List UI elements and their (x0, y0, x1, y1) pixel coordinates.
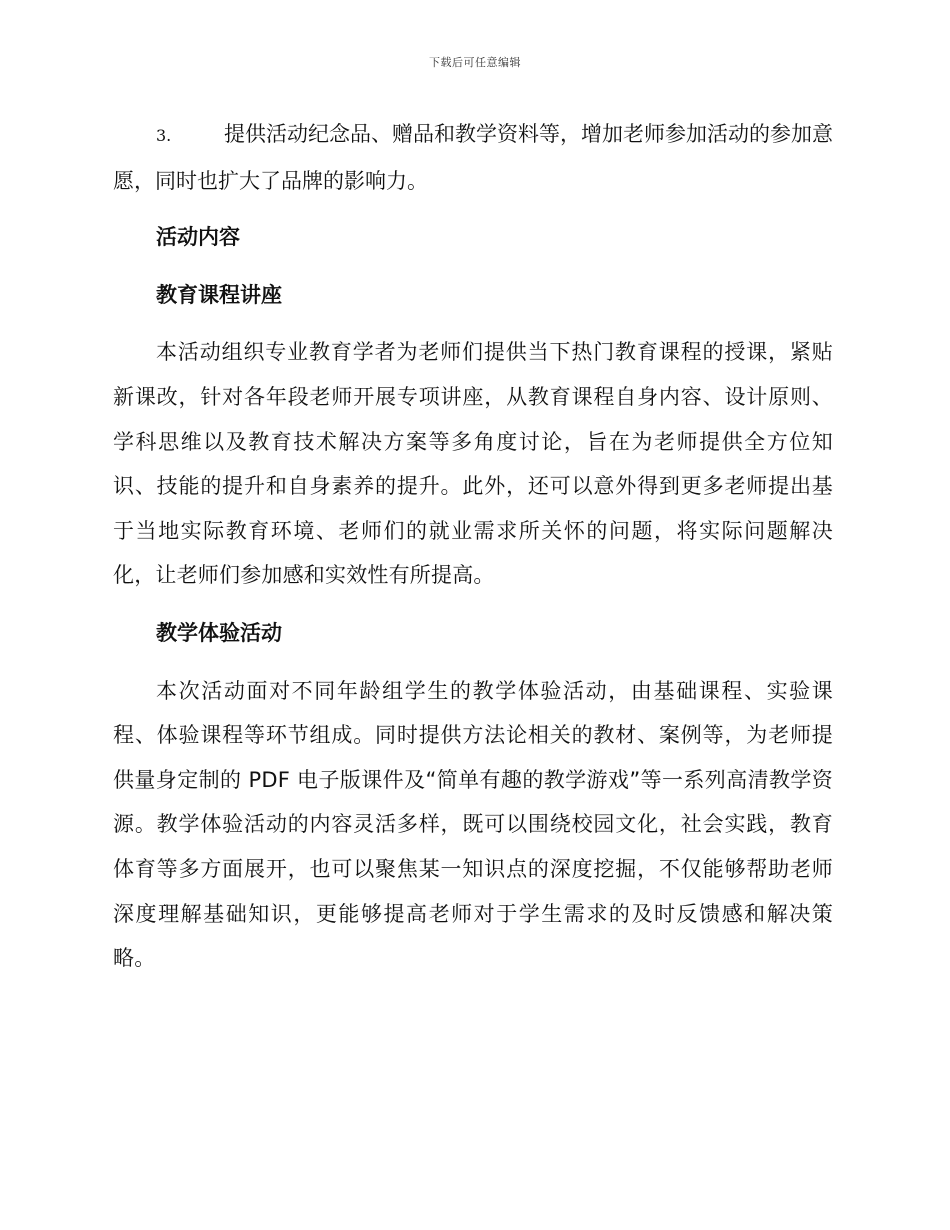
page-header: 下载后可任意编辑 (429, 56, 521, 69)
section-heading-lecture: 教育课程讲座 (156, 282, 282, 307)
list-item-3 (113, 112, 833, 203)
section-heading-experience: 教学体验活动 (156, 620, 282, 645)
list-item-text: 提供活动纪念品、赠品和教学资料等，增加老师参加活动的参加意愿，同时也扩大了品牌的影响力。 (113, 122, 833, 193)
lecture-paragraph: 本活动组织专业教育学者为老师们提供当下热门教育课程的授课，紧贴新课改，针对各年段老师开展专项讲座，从教育课程自身内容、设计原则、学科思维以及教育技术解决方案等多角度讨论，旨在为老师提供全方位知识、技能的提升和自身素养的提升。此外，还可以意外得到更多老师提出基于当地实际教育环境、老师们的就业需求所关怀的问题，将实际问题解决化，让老师们参加感和实效性有所提高。 (113, 340, 833, 588)
list-item-number: 3. (156, 126, 172, 145)
section-heading-activity-content: 活动内容 (156, 225, 240, 250)
document-body (113, 112, 833, 981)
experience-paragraph: 本次活动面对不同年龄组学生的教学体验活动，由基础课程、实验课程、体验课程等环节组成。同时提供方法论相关的教材、案例等，为老师提供量身定制的 PDF 电子版课件及“简单有趣的教学游戏”等一系列高清教学资源。教学体验活动的内容灵活多样，既可以围绕校园文化，社会实践，教育体育等多方面展开，也可以聚焦某一知识点的深度挖掘，不仅能够帮助老师深度理解基础知识，更能够提高老师对于学生需求的及时反馈感和解决策略。 (113, 678, 833, 971)
